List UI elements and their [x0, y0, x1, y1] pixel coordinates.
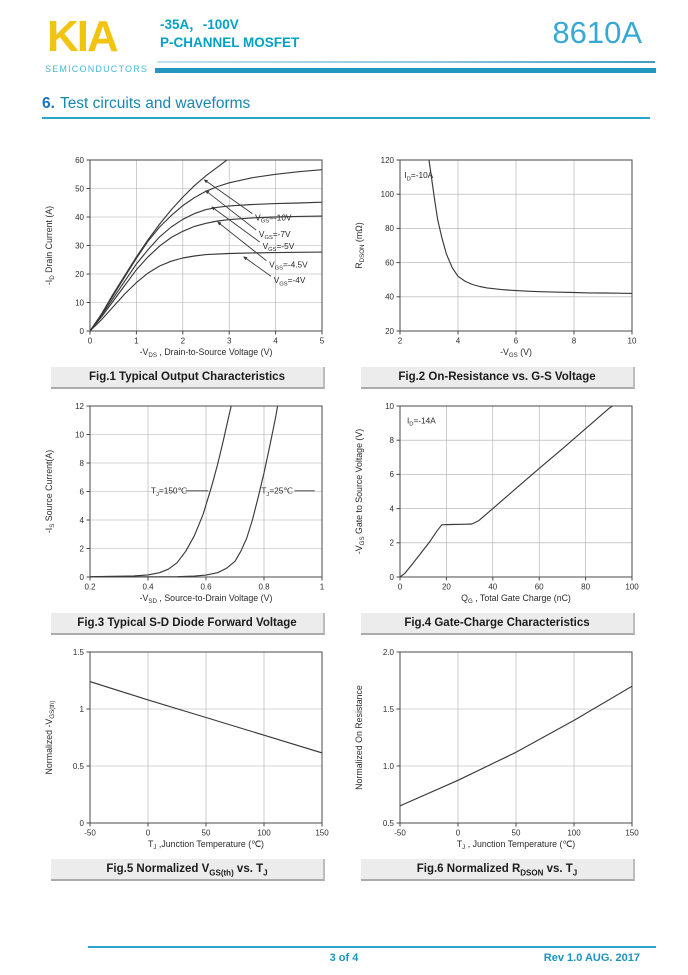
svg-text:0: 0 [145, 828, 151, 838]
svg-text:0.8: 0.8 [258, 582, 270, 592]
svg-text:1: 1 [134, 336, 139, 346]
figure-panel-1 [38, 148, 338, 389]
svg-text:Normalized On Resistance: Normalized On Resistance [354, 685, 364, 790]
svg-text:4: 4 [455, 336, 461, 346]
svg-text:-VSD , Source-to-Drain Voltage: $-V_{SD}$ , Source-to-Drain Voltage (V) [139, 593, 273, 606]
svg-text:0.6: 0.6 [200, 582, 212, 592]
fig4-caption: Fig.4 Gate-Charge Characteristics [361, 613, 635, 635]
svg-text:40: 40 [385, 292, 394, 302]
part-number: 8610A [552, 15, 642, 50]
svg-text:0: 0 [79, 818, 84, 828]
section-underline [42, 117, 650, 119]
logo-subtext: SEMICONDUCTORS [45, 64, 149, 74]
svg-text:0.5: 0.5 [72, 761, 84, 771]
svg-text:150: 150 [625, 828, 639, 838]
fig5-chart [38, 640, 338, 855]
figure-panel-6 [348, 640, 648, 881]
svg-text:0: 0 [79, 572, 84, 582]
device-subtitle [160, 16, 299, 52]
page-number: 3 of 4 [329, 952, 359, 964]
svg-text:100: 100 [380, 190, 394, 199]
svg-text:50: 50 [201, 828, 211, 838]
header-rule-thick [155, 68, 656, 73]
svg-text:4: 4 [389, 504, 394, 514]
svg-text:4: 4 [273, 336, 278, 346]
svg-text:TJ , Junction Temperature (℃): $T_J$ , Junction Temperature (℃) [456, 839, 576, 852]
figures-grid [38, 148, 650, 881]
header-rule-thin [157, 61, 655, 63]
svg-text:150: 150 [315, 828, 329, 838]
svg-text:10: 10 [75, 298, 84, 308]
svg-text:8: 8 [571, 336, 577, 346]
svg-text:-VGS Gate to Source Voltage (: $-V_{GS}$ Gate to Source Voltage (V) [354, 428, 367, 555]
figure-panel-3 [38, 394, 338, 635]
section-heading [42, 95, 250, 113]
svg-text:6: 6 [389, 470, 394, 480]
svg-text:20: 20 [441, 582, 451, 592]
device-type: P-CHANNEL MOSFET [160, 35, 300, 50]
svg-text:60: 60 [385, 258, 394, 268]
svg-text:2: 2 [397, 336, 403, 346]
svg-text:1: 1 [319, 582, 325, 592]
svg-text:0: 0 [79, 326, 84, 336]
svg-text:80: 80 [385, 224, 394, 234]
svg-text:8: 8 [389, 436, 394, 445]
svg-text:VGS=-7V: $V_{GS}=-7V$ [258, 228, 291, 242]
revision: Rev 1.0 AUG. 2017 [543, 952, 640, 964]
svg-text:50: 50 [511, 828, 521, 838]
svg-text:VGS=-10V: $V_{GS}=-10V$ [255, 212, 292, 225]
svg-text:100: 100 [567, 828, 581, 838]
svg-text:VGS=-4V: $V_{GS}=-4V$ [273, 275, 306, 288]
svg-text:12: 12 [75, 401, 84, 411]
svg-text:2: 2 [389, 538, 394, 548]
svg-text:2: 2 [79, 544, 84, 554]
svg-text:50: 50 [75, 184, 84, 194]
fig6-chart [348, 640, 648, 855]
svg-text:4: 4 [79, 515, 84, 525]
svg-text:8: 8 [79, 458, 84, 468]
svg-text:1.5: 1.5 [72, 647, 84, 657]
svg-text:Normalized -VGS(th): Normalized $-V_{GS(th)}$ [44, 700, 57, 775]
svg-text:30: 30 [75, 241, 84, 251]
svg-text:TJ ,Junction Temperature (℃): $T_J$ ,Junction Temperature (℃) [148, 839, 264, 852]
svg-text:3: 3 [226, 336, 232, 346]
svg-text:10: 10 [75, 430, 84, 440]
svg-text:-VGS (V): $-V_{GS}$ (V) [500, 347, 532, 360]
fig1-chart [38, 148, 338, 363]
fig3-chart [38, 394, 338, 609]
svg-text:ID=-10A: $I_D=-10A$ [404, 170, 434, 183]
kia-logo: KIA [47, 12, 117, 61]
svg-text:TJ=150℃: $T_J=150℃$ [150, 485, 187, 498]
svg-text:20: 20 [385, 326, 394, 336]
fig4-chart [348, 394, 648, 609]
section-number: 6. [42, 95, 55, 112]
svg-text:RDSON (mΩ): $R_{DSON}$ (mΩ) [354, 222, 367, 269]
svg-text:6: 6 [513, 336, 519, 346]
svg-text:6: 6 [79, 487, 84, 497]
figure-panel-2 [348, 148, 648, 389]
svg-text:-50: -50 [394, 828, 406, 838]
svg-text:1: 1 [79, 704, 84, 714]
figure-panel-4 [348, 394, 648, 635]
svg-text:10: 10 [385, 401, 394, 411]
svg-text:VGS=-5V: $V_{GS}=-5V$ [262, 240, 295, 254]
svg-text:VGS=-4.5V: $V_{GS}=-4.5V$ [269, 259, 308, 272]
fig5-caption: Fig.5 Normalized $V_{GS(th)}$ vs. $T_J$ [51, 859, 325, 881]
svg-text:QG , Total Gate Charge (nC): $Q_G$ , Total Gate Charge (nC) [461, 593, 571, 606]
svg-text:1.5: 1.5 [382, 704, 394, 714]
svg-text:0: 0 [389, 572, 394, 582]
svg-text:TJ=25℃: $T_J=25℃$ [261, 485, 293, 498]
svg-text:40: 40 [75, 212, 84, 222]
fig2-chart [348, 148, 648, 363]
fig1-caption: Fig.1 Typical Output Characteristics [51, 367, 325, 389]
svg-text:2.0: 2.0 [382, 647, 394, 657]
svg-text:-50: -50 [84, 828, 96, 838]
svg-text:-IS Source Current(A): $-I_S$ Source Current(A) [44, 449, 57, 534]
svg-text:120: 120 [380, 155, 394, 165]
svg-text:60: 60 [534, 582, 544, 592]
footer-rule [88, 946, 656, 948]
svg-text:0.4: 0.4 [142, 582, 154, 592]
fig2-caption: Fig.2 On-Resistance vs. G-S Voltage [361, 367, 635, 389]
svg-text:5: 5 [319, 336, 325, 346]
svg-text:-ID Drain Current (A): $-I_D$ Drain Current (A) [44, 205, 57, 286]
svg-text:0: 0 [87, 336, 93, 346]
svg-text:40: 40 [488, 582, 498, 592]
svg-text:-VDS , Drain-to-Source Voltage: $-V_{DS}$ , Drain-to-Source Voltage (V) [139, 347, 273, 360]
svg-text:0: 0 [455, 828, 461, 838]
svg-text:100: 100 [625, 582, 639, 592]
svg-text:20: 20 [75, 269, 84, 279]
svg-text:2: 2 [180, 336, 186, 346]
svg-text:10: 10 [627, 336, 637, 346]
svg-text:80: 80 [581, 582, 591, 592]
svg-text:60: 60 [75, 155, 84, 165]
svg-text:0: 0 [397, 582, 403, 592]
section-title: Test circuits and waveforms [59, 95, 251, 112]
fig6-caption: Fig.6 Normalized $R_{DSON}$ vs. $T_J$ [361, 859, 635, 881]
svg-text:0.2: 0.2 [84, 582, 96, 592]
figure-panel-5 [38, 640, 338, 881]
svg-text:1.0: 1.0 [382, 761, 394, 771]
fig3-caption: Fig.3 Typical S-D Diode Forward Voltage [51, 613, 325, 635]
svg-text:0.5: 0.5 [382, 818, 394, 828]
svg-text:ID=-14A: $I_D=-14A$ [406, 415, 436, 428]
device-rating: -35A，-100V [160, 17, 239, 32]
svg-text:100: 100 [257, 828, 271, 838]
